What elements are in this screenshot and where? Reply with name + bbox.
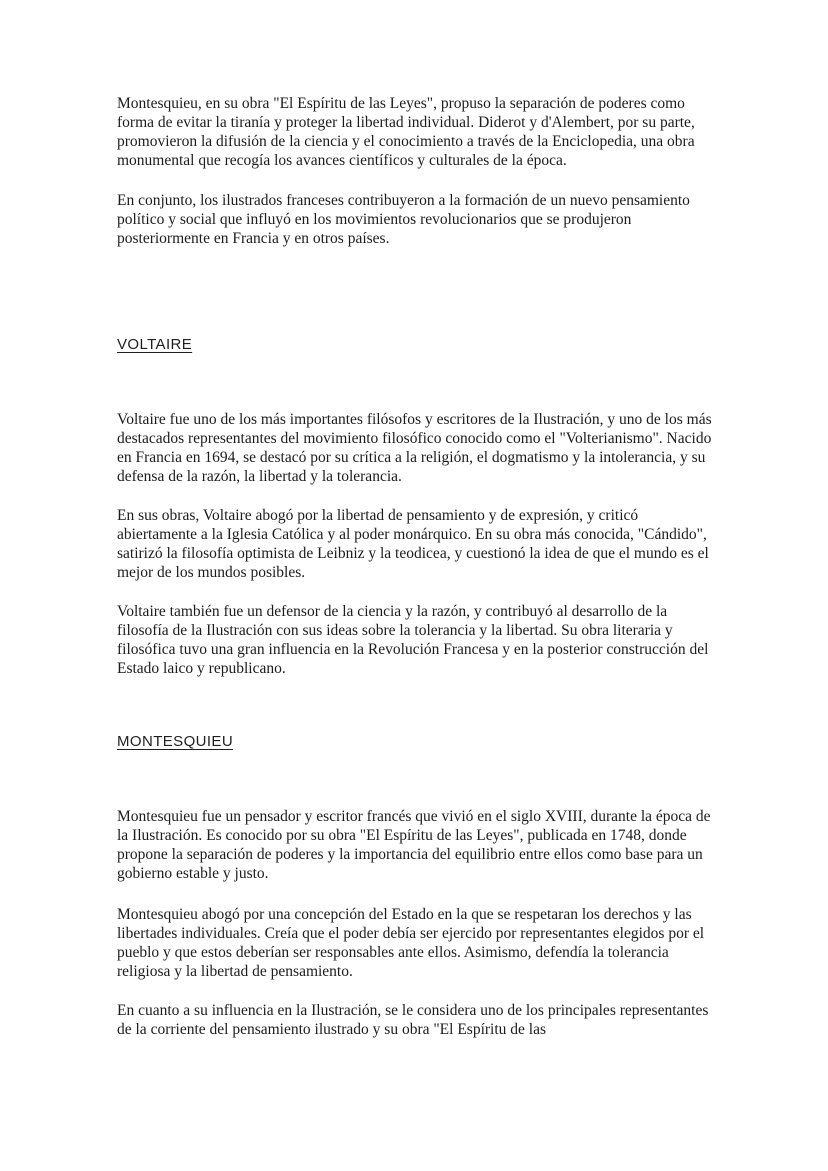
section-heading-montesquieu: MONTESQUIEU xyxy=(117,733,234,750)
paragraph-montesquieu-2: Montesquieu abogó por una concepción del Estado en la que se respetaran los derechos y las libertades individuales. Creía que el poder debía ser ejercido por representantes elegidos por el pueblo y que estos deberían ser responsables ante ellos. Asimismo, defendía la tolerancia religiosa y la libertad de pensamiento. xyxy=(117,906,705,980)
paragraph-voltaire-2: En sus obras, Voltaire abogó por la libertad de pensamiento y de expresión, y criticó abiertamente a la Iglesia Católica y al poder monárquico. En su obra más conocida, "Cándido", satirizó la filosofía optimista de Leibniz y la teodicea, y cuestionó la idea de que el mundo es el mejor de los mundos posibles. xyxy=(117,507,709,581)
section-heading-voltaire: VOLTAIRE xyxy=(117,336,193,353)
paragraph-voltaire-3: Voltaire también fue un defensor de la ciencia y la razón, y contribuyó al desarrollo de la filosofía de la Ilustración con sus ideas sobre la tolerancia y la libertad. Su obra literaria y filosófica tuvo una gran influencia en la Revolución Francesa y en la posterior construcción del Estado laico y republicano. xyxy=(117,603,709,677)
paragraph-montesquieu-3-truncated: En cuanto a su influencia en la Ilustración, se le considera uno de los principales representantes de la corriente del pensamiento ilustrado y su obra "El Espíritu de las xyxy=(117,1002,709,1038)
paragraph-ilustrados-conclusion: En conjunto, los ilustrados franceses contribuyeron a la formación de un nuevo pensamiento político y social que influyó en los movimientos revolucionarios que se produjeron posteriormente en Francia y en otros países. xyxy=(117,192,690,247)
paragraph-montesquieu-1: Montesquieu fue un pensador y escritor francés que vivió en el siglo XVIII, durante la época de la Ilustración. Es conocido por su obra "El Espíritu de las Leyes", publicada en 1748, donde propone la separación de poderes y la importancia del equilibrio entre ellos como base para un gobierno estable y justo. xyxy=(117,808,711,882)
paragraph-montesquieu-intro: Montesquieu, en su obra "El Espíritu de las Leyes", propuso la separación de poderes como forma de evitar la tiranía y proteger la libertad individual. Diderot y d'Alembert, por su parte, promovieron la difusión de la ciencia y el conocimiento a través de la Enciclopedia, una obra monumental que recogía los avances científicos y culturales de la época. xyxy=(117,95,695,169)
paragraph-voltaire-1: Voltaire fue uno de los más importantes filósofos y escritores de la Ilustración, y uno de los más destacados representantes del movimiento filosófico conocido como el "Volterianismo". Nacido en Francia en 1694, se destacó por su crítica a la religión, el dogmatismo y la intolerancia, y su defensa de la razón, la libertad y la tolerancia. xyxy=(117,411,712,485)
